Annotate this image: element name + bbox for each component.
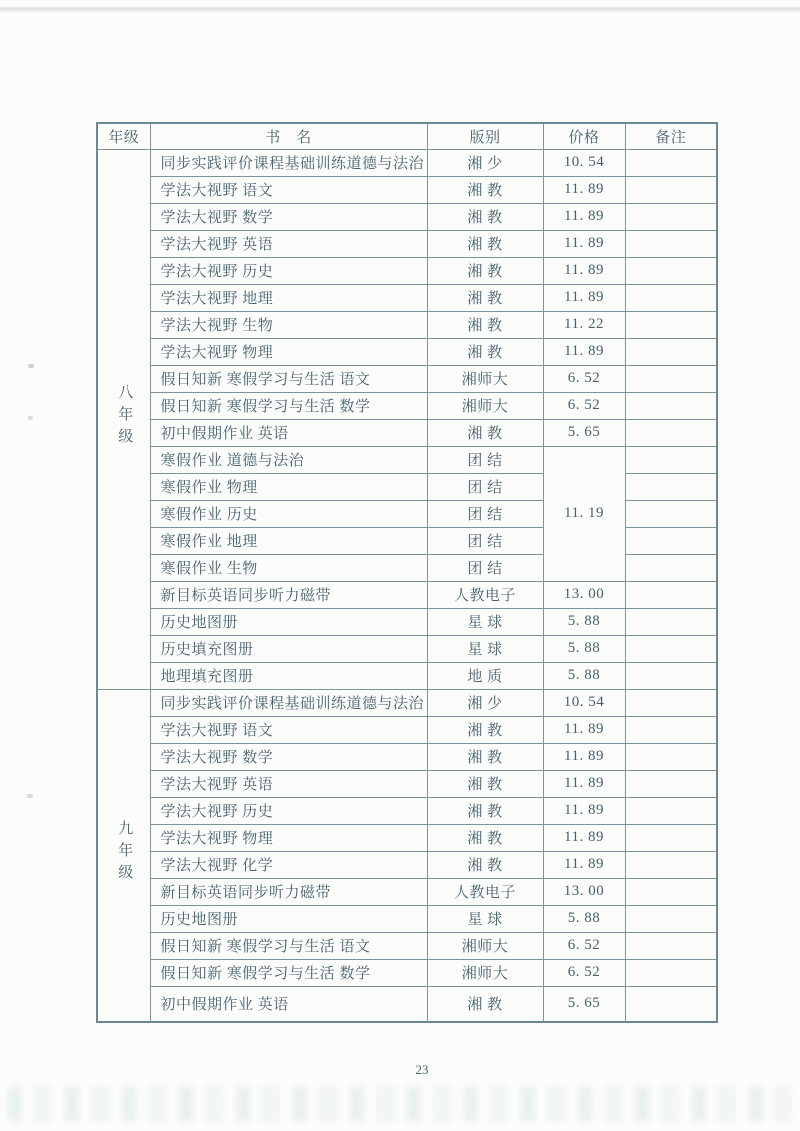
note-cell — [625, 878, 717, 905]
note-cell — [625, 662, 717, 689]
scan-speck — [27, 794, 33, 798]
book-name-cell: 学法大视野 生物 — [150, 311, 427, 338]
price-cell: 11. 89 — [543, 257, 625, 284]
book-name-cell: 寒假作业 历史 — [150, 500, 427, 527]
book-name-cell: 学法大视野 物理 — [150, 824, 427, 851]
price-cell: 11. 89 — [543, 230, 625, 257]
scan-speck — [28, 364, 34, 368]
book-name-cell: 寒假作业 道德与法治 — [150, 446, 427, 473]
note-cell — [625, 230, 717, 257]
table-row — [97, 905, 717, 932]
note-cell — [625, 905, 717, 932]
table-row — [97, 257, 717, 284]
edition-cell: 人教电子 — [427, 878, 543, 905]
note-cell — [625, 473, 717, 500]
edition-cell: 团 结 — [427, 527, 543, 554]
price-cell: 5. 88 — [543, 635, 625, 662]
price-cell: 11. 89 — [543, 176, 625, 203]
edition-cell: 湘师大 — [427, 365, 543, 392]
edition-cell: 湘 教 — [427, 284, 543, 311]
price-cell: 5. 88 — [543, 608, 625, 635]
book-name-cell: 学法大视野 历史 — [150, 797, 427, 824]
table-row — [97, 581, 717, 608]
table-row — [97, 743, 717, 770]
note-cell — [625, 851, 717, 878]
book-name-cell: 寒假作业 生物 — [150, 554, 427, 581]
table-row — [97, 176, 717, 203]
note-cell — [625, 419, 717, 446]
note-cell — [625, 392, 717, 419]
edition-cell: 湘 教 — [427, 743, 543, 770]
table-row — [97, 311, 717, 338]
book-name-cell: 假日知新 寒假学习与生活 数学 — [150, 392, 427, 419]
price-cell: 10. 54 — [543, 689, 625, 716]
book-name-cell: 同步实践评价课程基础训练道德与法治 — [150, 689, 427, 716]
table-row — [97, 365, 717, 392]
book-name-cell: 学法大视野 语文 — [150, 716, 427, 743]
edition-cell: 湘师大 — [427, 392, 543, 419]
book-name-cell: 历史地图册 — [150, 608, 427, 635]
table-row — [97, 824, 717, 851]
table-row — [97, 230, 717, 257]
note-cell — [625, 554, 717, 581]
note-cell — [625, 716, 717, 743]
edition-cell: 湘 教 — [427, 338, 543, 365]
note-cell — [625, 797, 717, 824]
book-name-cell: 历史地图册 — [150, 905, 427, 932]
book-name-cell: 寒假作业 地理 — [150, 527, 427, 554]
book-name-cell: 初中假期作业 英语 — [150, 419, 427, 446]
edition-cell: 湘 少 — [427, 689, 543, 716]
note-cell — [625, 581, 717, 608]
price-cell: 5. 88 — [543, 662, 625, 689]
edition-cell: 人教电子 — [427, 581, 543, 608]
edition-cell: 湘 教 — [427, 257, 543, 284]
edition-cell: 星 球 — [427, 635, 543, 662]
table-row — [97, 203, 717, 230]
edition-cell: 团 结 — [427, 500, 543, 527]
grade-cell — [97, 689, 150, 1022]
edition-cell: 湘 教 — [427, 770, 543, 797]
book-name-cell: 地理填充图册 — [150, 662, 427, 689]
note-cell — [625, 959, 717, 986]
price-cell: 11. 89 — [543, 824, 625, 851]
column-header-note: 备注 — [625, 123, 717, 149]
edition-cell: 湘 教 — [427, 851, 543, 878]
book-name-cell: 学法大视野 化学 — [150, 851, 427, 878]
edition-cell: 湘师大 — [427, 932, 543, 959]
column-header-grade: 年级 — [97, 123, 150, 149]
price-cell: 11. 89 — [543, 716, 625, 743]
note-cell — [625, 257, 717, 284]
grade-label: 九年级 — [116, 819, 133, 886]
note-cell — [625, 824, 717, 851]
price-cell: 5. 88 — [543, 905, 625, 932]
book-name-cell: 假日知新 寒假学习与生活 语文 — [150, 932, 427, 959]
column-header-price: 价格 — [543, 123, 625, 149]
note-cell — [625, 338, 717, 365]
price-cell: 11. 22 — [543, 311, 625, 338]
scan-bleedthrough — [8, 1086, 792, 1122]
edition-cell: 湘 教 — [427, 176, 543, 203]
edition-cell: 湘 教 — [427, 716, 543, 743]
book-name-cell: 学法大视野 历史 — [150, 257, 427, 284]
table-row — [97, 446, 717, 473]
edition-cell: 湘师大 — [427, 959, 543, 986]
price-cell: 11. 89 — [543, 851, 625, 878]
note-cell — [625, 446, 717, 473]
edition-cell: 湘 教 — [427, 419, 543, 446]
book-name-cell: 学法大视野 物理 — [150, 338, 427, 365]
table-row — [97, 878, 717, 905]
table-row — [97, 770, 717, 797]
price-cell: 6. 52 — [543, 365, 625, 392]
price-cell: 11. 19 — [543, 446, 625, 581]
note-cell — [625, 365, 717, 392]
edition-cell: 团 结 — [427, 554, 543, 581]
edition-cell: 地 质 — [427, 662, 543, 689]
price-cell: 6. 52 — [543, 959, 625, 986]
edition-cell: 星 球 — [427, 608, 543, 635]
price-cell: 11. 89 — [543, 797, 625, 824]
edition-cell: 团 结 — [427, 473, 543, 500]
column-header-book-name: 书 名 — [150, 123, 427, 149]
book-name-cell: 同步实践评价课程基础训练道德与法治 — [150, 149, 427, 176]
textbook-price-table — [96, 122, 718, 1023]
edition-cell: 星 球 — [427, 905, 543, 932]
price-cell: 6. 52 — [543, 932, 625, 959]
edition-cell: 湘 少 — [427, 149, 543, 176]
edition-cell: 湘 教 — [427, 311, 543, 338]
table-row — [97, 797, 717, 824]
table-row — [97, 986, 717, 1022]
table-row — [97, 662, 717, 689]
table-row — [97, 392, 717, 419]
book-name-cell: 学法大视野 数学 — [150, 743, 427, 770]
note-cell — [625, 500, 717, 527]
table-row — [97, 608, 717, 635]
price-cell: 10. 54 — [543, 149, 625, 176]
grade-cell — [97, 149, 150, 689]
table-row — [97, 284, 717, 311]
table-row — [97, 149, 717, 176]
note-cell — [625, 743, 717, 770]
price-cell: 6. 52 — [543, 392, 625, 419]
note-cell — [625, 203, 717, 230]
book-name-cell: 初中假期作业 英语 — [150, 986, 427, 1022]
table-row — [97, 932, 717, 959]
note-cell — [625, 284, 717, 311]
price-cell: 13. 00 — [543, 581, 625, 608]
table-row — [97, 635, 717, 662]
book-name-cell: 学法大视野 英语 — [150, 230, 427, 257]
book-name-cell: 学法大视野 数学 — [150, 203, 427, 230]
edition-cell: 湘 教 — [427, 797, 543, 824]
price-cell: 11. 89 — [543, 770, 625, 797]
textbook-price-table-wrap — [96, 122, 718, 1023]
price-cell: 11. 89 — [543, 284, 625, 311]
book-name-cell: 新目标英语同步听力磁带 — [150, 878, 427, 905]
edition-cell: 团 结 — [427, 446, 543, 473]
edition-cell: 湘 教 — [427, 203, 543, 230]
page-number: 23 — [415, 1062, 429, 1077]
note-cell — [625, 986, 717, 1022]
table-header-row — [97, 123, 717, 149]
note-cell — [625, 149, 717, 176]
note-cell — [625, 176, 717, 203]
note-cell — [625, 527, 717, 554]
book-name-cell: 假日知新 寒假学习与生活 数学 — [150, 959, 427, 986]
note-cell — [625, 608, 717, 635]
table-row — [97, 419, 717, 446]
book-name-cell: 学法大视野 英语 — [150, 770, 427, 797]
table-row — [97, 338, 717, 365]
table-body — [97, 149, 717, 1022]
book-name-cell: 历史填充图册 — [150, 635, 427, 662]
grade-label: 八年级 — [116, 383, 133, 450]
book-name-cell: 学法大视野 语文 — [150, 176, 427, 203]
price-cell: 5. 65 — [543, 986, 625, 1022]
book-name-cell: 学法大视野 地理 — [150, 284, 427, 311]
book-name-cell: 假日知新 寒假学习与生活 语文 — [150, 365, 427, 392]
scan-artifact-top-edge — [0, 6, 800, 13]
table-row — [97, 689, 717, 716]
note-cell — [625, 311, 717, 338]
column-header-edition: 版别 — [427, 123, 543, 149]
table-row — [97, 959, 717, 986]
table-row — [97, 851, 717, 878]
book-name-cell: 寒假作业 物理 — [150, 473, 427, 500]
price-cell: 11. 89 — [543, 743, 625, 770]
note-cell — [625, 635, 717, 662]
price-cell: 5. 65 — [543, 419, 625, 446]
price-cell: 13. 00 — [543, 878, 625, 905]
table-row — [97, 716, 717, 743]
note-cell — [625, 770, 717, 797]
scan-speck — [28, 416, 33, 420]
edition-cell: 湘 教 — [427, 824, 543, 851]
note-cell — [625, 932, 717, 959]
edition-cell: 湘 教 — [427, 986, 543, 1022]
note-cell — [625, 689, 717, 716]
price-cell: 11. 89 — [543, 338, 625, 365]
edition-cell: 湘 教 — [427, 230, 543, 257]
book-name-cell: 新目标英语同步听力磁带 — [150, 581, 427, 608]
price-cell: 11. 89 — [543, 203, 625, 230]
